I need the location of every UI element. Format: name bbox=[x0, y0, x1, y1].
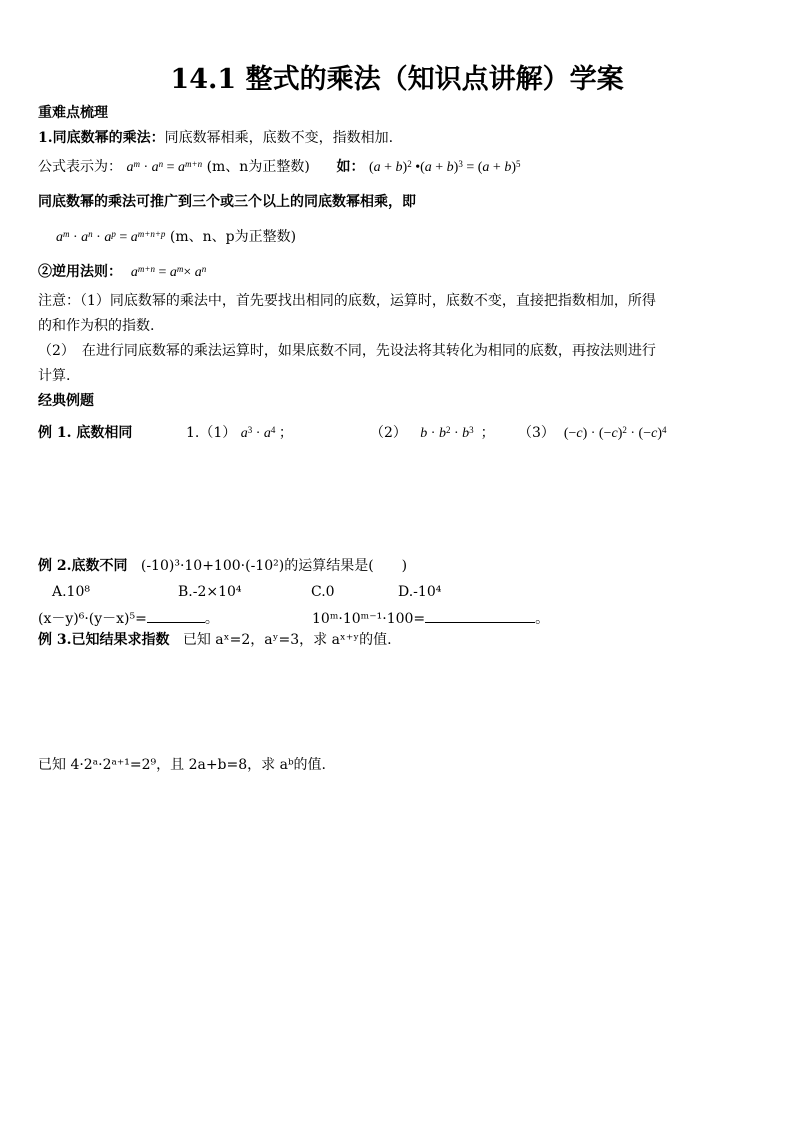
example1-label: 例 1. 底数相同 bbox=[38, 425, 133, 441]
section-heading-key-points: 重难点梳理 bbox=[38, 105, 108, 121]
example1-part2-expression: $b \cdot b^2 \cdot b^3$ ； bbox=[420, 425, 495, 441]
extension-formula-line bbox=[56, 228, 296, 247]
note-line-4: 计算. bbox=[38, 368, 71, 384]
example1-part3-label: （3） bbox=[518, 425, 555, 441]
reverse-rule-label: ②逆用法则： bbox=[38, 264, 122, 280]
reverse-rule-line bbox=[38, 263, 206, 282]
note-line-3: （2） 在进行同底数幂的乘法运算时，如果底数不同，先设法将其转化为相同的底数，再按法则进行 bbox=[38, 343, 656, 359]
rule1-label: 1.同底数幂的乘法： bbox=[38, 130, 165, 146]
formula-note: (m、n为正整数) bbox=[206, 159, 310, 175]
example3-text: 已知 aˣ=2，aʸ=3，求 aˣ⁺ʸ的值. bbox=[182, 632, 392, 648]
reverse-rule-formula: $a^{m+n} = a^m\times a^n$ bbox=[130, 264, 207, 280]
extra-problem: 已知 4·2ᵃ·2ᵃ⁺¹=2⁹，且 2a+b=8，求 aᵇ的值. bbox=[38, 757, 327, 773]
formula-example-expression: $(a + b)^2$ •(a + $b)^3 = (a + b)^5$ bbox=[368, 159, 521, 175]
example2-option-c: C.0 bbox=[311, 584, 335, 600]
example2-fill2: 10ᵐ·10ᵐ⁻¹·100= 。 bbox=[312, 608, 549, 628]
example1-part1 bbox=[186, 424, 293, 443]
example3-line bbox=[38, 631, 392, 649]
example1-part2 bbox=[370, 424, 495, 443]
formula-prefix: 公式表示为： bbox=[38, 159, 122, 175]
example2-option-a: A.10⁸ bbox=[52, 584, 90, 600]
fill2-blank[interactable] bbox=[425, 608, 535, 623]
extension-line: 同底数幂的乘法可推广到三个或三个以上的同底数幂相乘，即 bbox=[38, 194, 416, 210]
page-title: 14.1 整式的乘法（知识点讲解）学案 bbox=[170, 64, 624, 95]
example2-option-b: B.-2×10⁴ bbox=[178, 584, 242, 600]
example1-part2-label: （2） bbox=[370, 425, 407, 441]
formula-line bbox=[38, 158, 520, 177]
extension-note: (m、n、p为正整数) bbox=[169, 229, 297, 245]
example2-question: (-10)³·10+100·(-10²)的运算结果是( ) bbox=[140, 558, 408, 574]
example2-option-d: D.-10⁴ bbox=[398, 584, 442, 600]
fill1-blank[interactable] bbox=[147, 608, 205, 623]
example2-fill2-text: 10ᵐ·10ᵐ⁻¹·100= bbox=[312, 611, 426, 627]
example2-fill1-text: (x－y)⁶·(y－x)⁵= bbox=[38, 611, 147, 627]
example1-part3-expression: $(-c) \cdot (-c)^2 \cdot (-c)^4$ bbox=[563, 425, 667, 441]
note-line-1: 注意：（1）同底数幂的乘法中，首先要找出相同的底数，运算时，底数不变，直接把指数相加，所得 bbox=[38, 293, 656, 309]
note-line-2: 的和作为积的指数. bbox=[38, 318, 155, 334]
rule1-line bbox=[38, 129, 393, 147]
formula-example-label: 如： bbox=[336, 159, 365, 175]
example1-line bbox=[38, 424, 132, 442]
example2-line bbox=[38, 557, 407, 575]
extension-formula: $a^m \cdot a^n \cdot a^p = a^{m+n+p}$ bbox=[56, 229, 166, 245]
example2-label: 例 2.底数不同 bbox=[38, 558, 128, 574]
section-heading-examples: 经典例题 bbox=[38, 393, 94, 409]
example1-part1-label: 1.（1） bbox=[186, 425, 237, 441]
example1-part1-expression: $a^3 \cdot a^4$ ； bbox=[240, 425, 293, 441]
rule1-text: 同底数幂相乘，底数不变，指数相加. bbox=[164, 130, 394, 146]
formula-expression: $a^m \cdot a^n = a^{m+n}$ bbox=[126, 159, 203, 175]
example3-label: 例 3.已知结果求指数 bbox=[38, 632, 170, 648]
example2-fill1: (x－y)⁶·(y－x)⁵= 。 bbox=[38, 608, 219, 628]
example1-part3 bbox=[518, 424, 667, 443]
